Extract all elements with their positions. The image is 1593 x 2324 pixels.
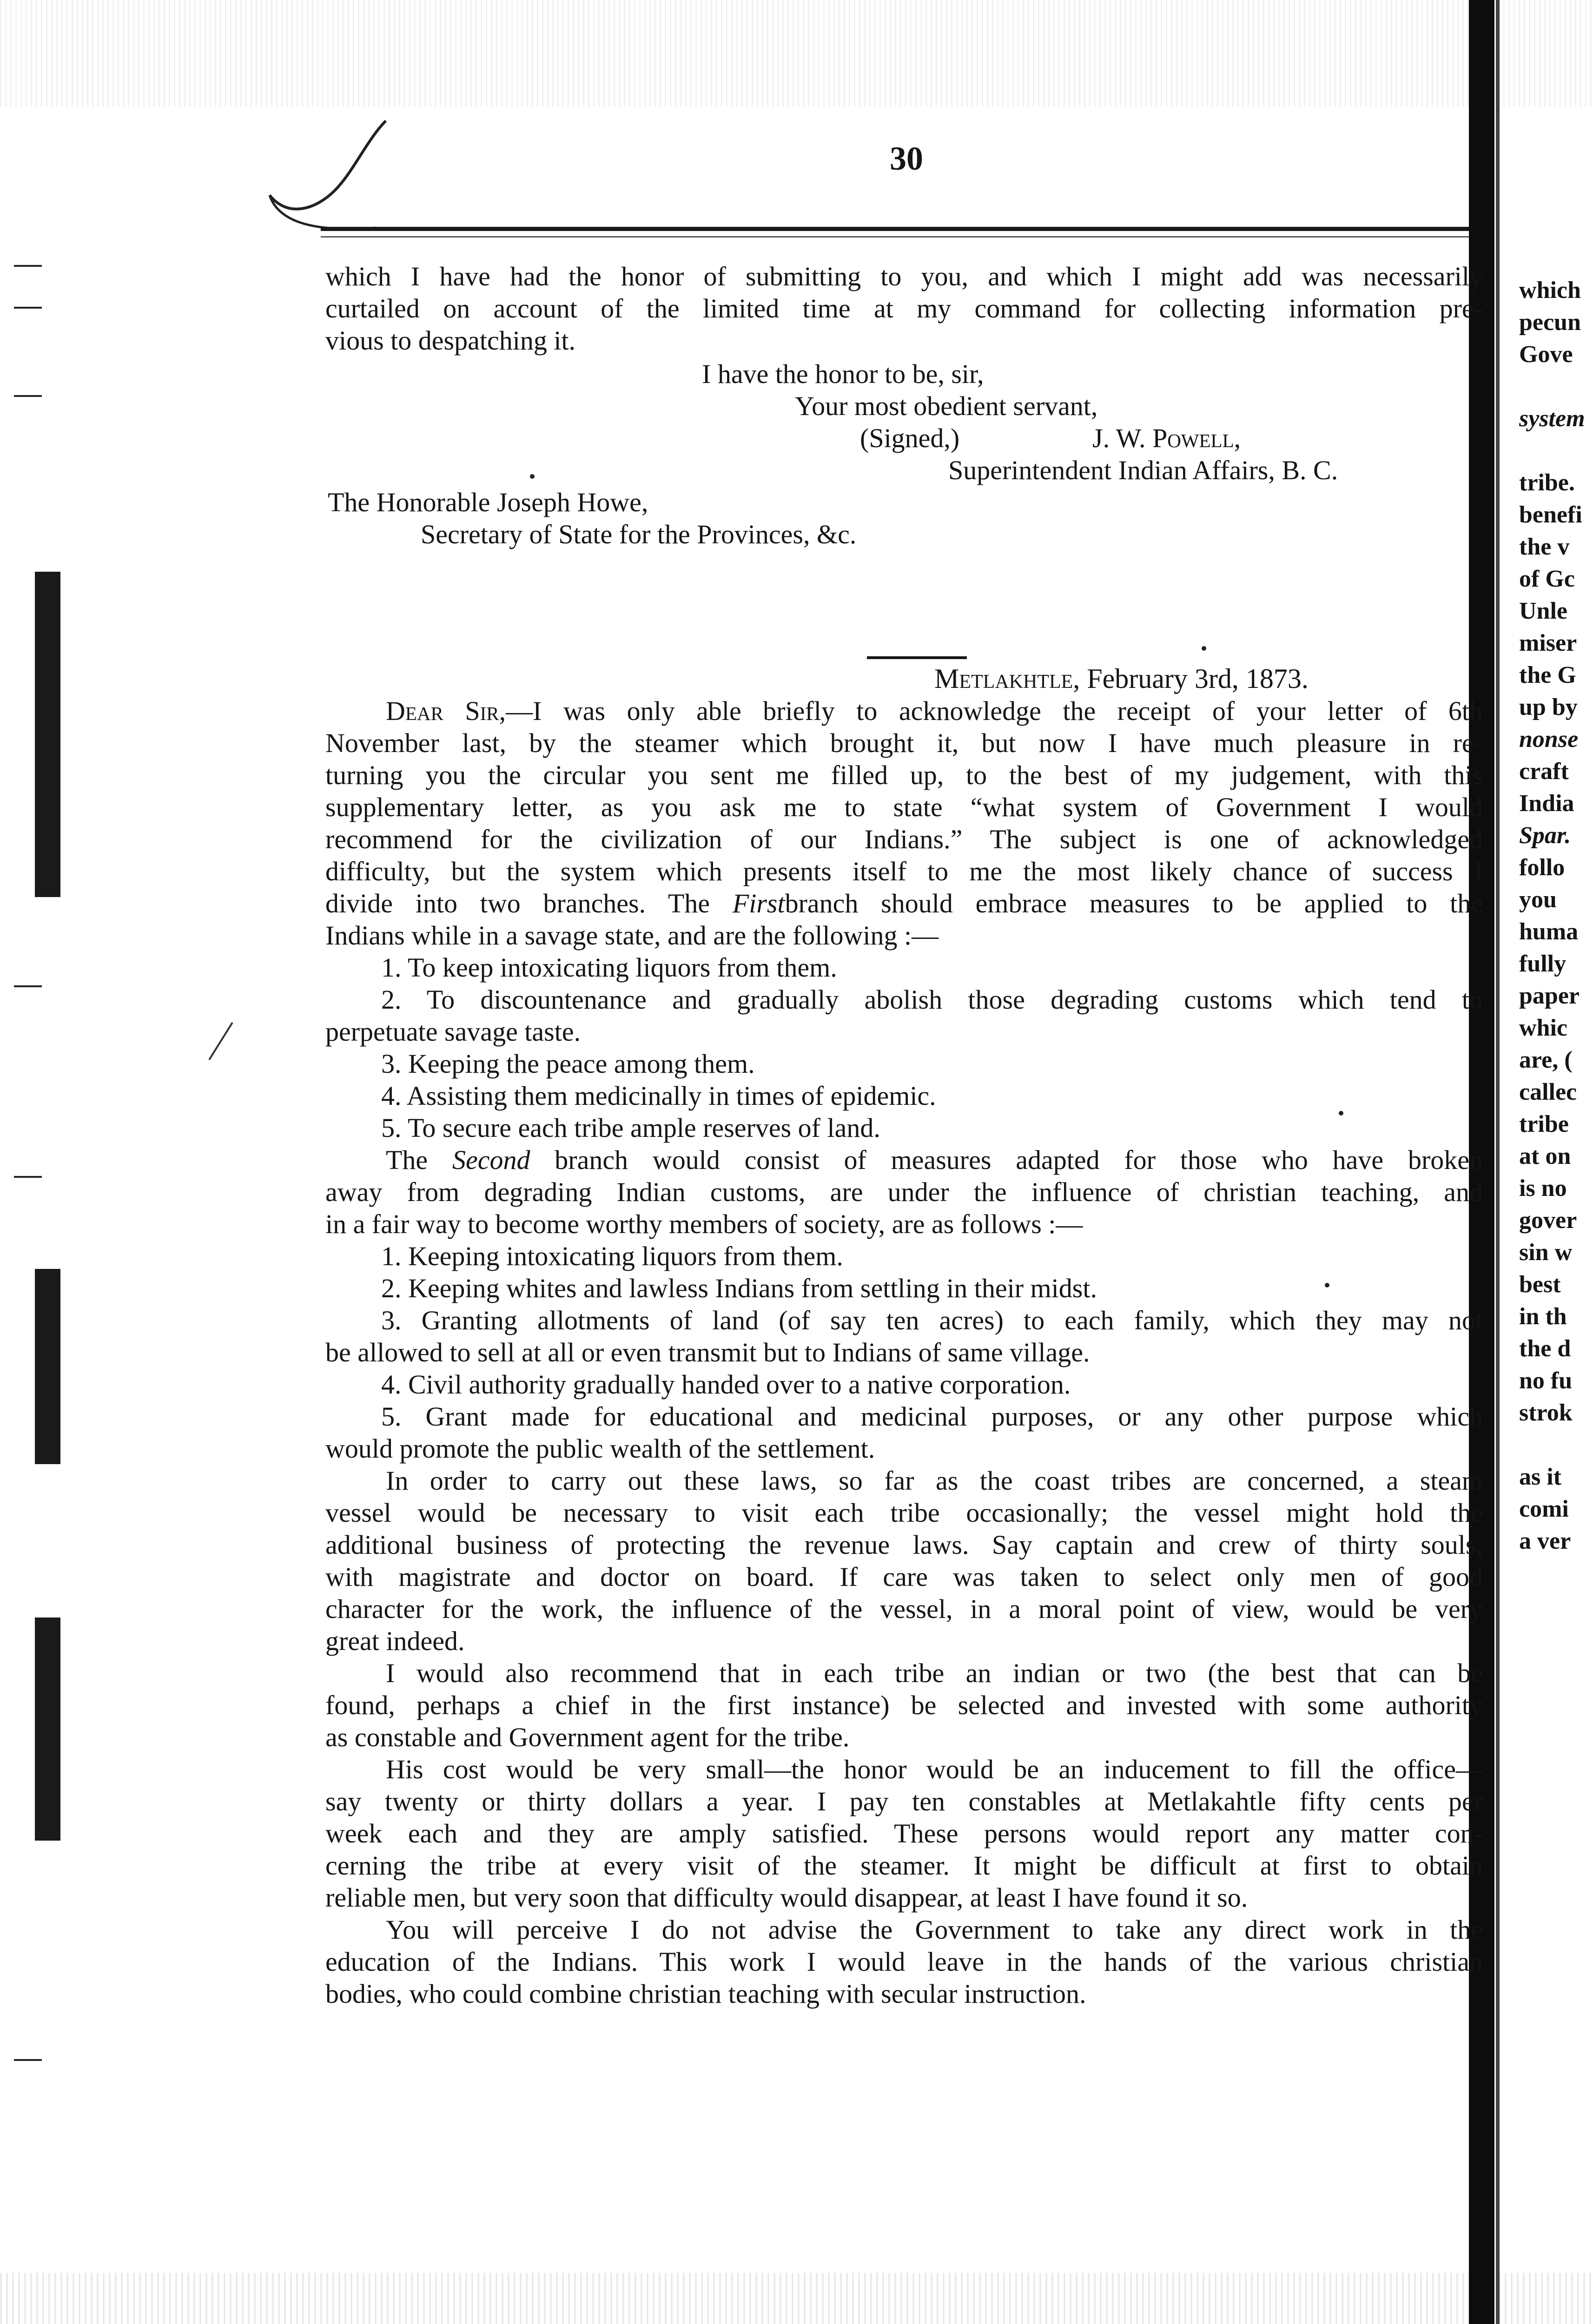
list-item: 2. Keeping whites and lawless Indians from settling in their midst. [381, 1273, 1097, 1303]
fragment-line: callec [1519, 1079, 1577, 1105]
edge-tick [14, 307, 42, 309]
text-span: branch should embrace measures to be applied to the [785, 888, 1483, 918]
text-line: away from degrading Indian customs, are under the influence of christian teaching, and [325, 1177, 1483, 1207]
opening-paragraph [325, 260, 1483, 357]
binding-edge [0, 107, 84, 2273]
fragment-line: tribe. [1519, 469, 1575, 496]
fragment-line: benefi [1519, 502, 1582, 528]
list-item-continued: be allowed to sell at all or even transmit but to Indians of same village. [325, 1337, 1090, 1367]
fragment-line: no fu [1519, 1367, 1573, 1394]
edge-tick [14, 395, 42, 397]
text-line: additional business of protecting the revenue laws. Say captain and crew of thirty souls, [325, 1530, 1483, 1560]
fragment-line: are, ( [1519, 1047, 1573, 1073]
fragment-line: tribe [1519, 1111, 1569, 1137]
fragment-line: in th [1519, 1303, 1567, 1330]
adjacent-page-fragments [1519, 274, 1593, 1557]
speck [1202, 646, 1206, 651]
edge-tick [14, 265, 42, 267]
fragment-line: best [1519, 1271, 1561, 1298]
text-line: His cost would be very small—the honor would be an inducement to fill the office— [386, 1754, 1483, 1784]
section-separator [867, 656, 967, 659]
fragment-line: is no [1519, 1175, 1567, 1202]
text-line: bodies, who could combine christian teaching with secular instruction. [325, 1979, 1086, 2009]
fragment-line: huma [1519, 918, 1579, 945]
fragment-line: Spar. [1519, 822, 1571, 849]
fragment-line: Gove [1519, 341, 1573, 368]
binding-shadow [35, 572, 60, 897]
addressee-name: The Honorable Joseph Howe, [328, 487, 648, 517]
list-item: 2. To discountenance and gradually abolish those degrading customs which tend to [381, 984, 1483, 1015]
text-span: The [386, 1145, 452, 1175]
text-line: say twenty or thirty dollars a year. I pay ten constables at Metlakahtle fifty cents per [325, 1786, 1483, 1816]
fragment-line: comi [1519, 1496, 1569, 1522]
speck [1339, 1111, 1343, 1116]
fragment-line: the d [1519, 1335, 1571, 1362]
letter-body [325, 695, 1483, 2010]
text-line [325, 695, 1483, 727]
salutation: Dear Sir, [386, 696, 506, 726]
binding-shadow [35, 1269, 60, 1464]
signatory-name: J. W. Powell, [1092, 423, 1241, 453]
signed-note: (Signed,) [860, 423, 960, 453]
scan-noise-bottom [0, 2273, 1593, 2324]
fragment-line: the v [1519, 534, 1570, 560]
emphasis-second: Second [452, 1145, 530, 1175]
fragment-line [1519, 1429, 1593, 1461]
fragment-line [1519, 435, 1593, 467]
dateline-date: February 3rd, 1873. [1087, 663, 1309, 694]
fragment-line: system [1519, 405, 1585, 432]
fragment-line: nonse [1519, 726, 1579, 753]
text-line: education of the Indians. This work I would leave in the hands of the various christian [325, 1947, 1483, 1977]
text-line [325, 887, 1483, 919]
text-line [325, 1144, 1483, 1176]
edge-tick [14, 2059, 42, 2061]
fragment-line [1519, 370, 1593, 403]
fragment-line: paper [1519, 983, 1580, 1009]
text-span: branch would consist of measures adapted for those who have broken [530, 1145, 1483, 1175]
text-line: curtailed on account of the limited time at my command for collecting information pre- [325, 293, 1483, 324]
dateline-place: Metlakhtle, [934, 663, 1080, 694]
addressee-office: Secretary of State for the Provinces, &c. [421, 519, 857, 549]
header-rule-thin [321, 236, 1469, 238]
page-gutter-edge [1496, 0, 1500, 2324]
list-item: 5. Grant made for educational and medicinal purposes, or any other purpose which [381, 1401, 1483, 1432]
text-line: character for the work, the influence of the vessel, in a moral point of view, would be very [325, 1594, 1483, 1624]
text-line: week each and they are amply satisfied. These persons would report any matter con- [325, 1818, 1483, 1849]
text-line: reliable men, but very soon that difficulty would disappear, at least I have found it so. [325, 1882, 1248, 1913]
fragment-line: follo [1519, 854, 1565, 881]
list-item: 5. To secure each tribe ample reserves of land. [381, 1113, 880, 1143]
text-line: great indeed. [325, 1626, 465, 1656]
edge-tick [14, 985, 42, 987]
text-line: difficulty, but the system which presents itself to me the most likely chance of success I [325, 856, 1483, 886]
header-rule [321, 227, 1469, 231]
text-line: turning you the circular you sent me filled up, to the best of my judgement, with this [325, 760, 1483, 790]
text-line: which I have had the honor of submitting to you, and which I might add was necessarily [325, 261, 1483, 291]
speck [1325, 1283, 1329, 1287]
text-line: as constable and Government agent for the tribe. [325, 1722, 850, 1752]
binding-shadow [35, 1618, 60, 1841]
fragment-line: Unle [1519, 598, 1567, 624]
text-line: found, perhaps a chief in the first instance) be selected and invested with some authority [325, 1690, 1483, 1720]
scan-noise-top [0, 0, 1593, 107]
fragment-line: up by [1519, 694, 1578, 720]
signatory-title: Superintendent Indian Affairs, B. C. [948, 455, 1338, 485]
edge-tick [14, 1176, 42, 1178]
fragment-line: fully [1519, 951, 1567, 977]
text-line: cerning the tribe at every visit of the steamer. It might be difficult at first to obtain [325, 1850, 1483, 1881]
list-item: 3. Granting allotments of land (of say ten acres) to each family, which they may not [381, 1305, 1483, 1335]
fragment-line: you [1519, 886, 1557, 913]
fragment-line: sin w [1519, 1239, 1573, 1266]
text-span: divide into two branches. The [325, 888, 733, 918]
text-line: In order to carry out these laws, so far as the coast tribes are concerned, a steam [386, 1466, 1483, 1496]
text-line: recommend for the civilization of our Indians.” The subject is one of acknowledged [325, 824, 1483, 854]
fragment-line: gover [1519, 1207, 1577, 1234]
list-item: 1. Keeping intoxicating liquors from them. [381, 1241, 843, 1271]
fragment-line: which [1519, 277, 1581, 304]
fragment-line: strok [1519, 1400, 1573, 1426]
margin-pencil-stroke [205, 1020, 237, 1062]
speck [530, 474, 535, 479]
fragment-line: India [1519, 790, 1574, 817]
list-item: 1. To keep intoxicating liquors from them. [381, 952, 837, 983]
text-line: vessel would be necessary to visit each tribe occasionally; the vessel might hold the [325, 1498, 1483, 1528]
list-item: 3. Keeping the peace among them. [381, 1049, 755, 1079]
text-line: in a fair way to become worthy members of society, are as follows :— [325, 1209, 1083, 1239]
text-line: You will perceive I do not advise the Government to take any direct work in the [386, 1915, 1483, 1945]
fragment-line: as it [1519, 1464, 1561, 1490]
text-span: —I was only able briefly to acknowledge the receipt of your letter of 6th [506, 696, 1483, 726]
fragment-line: the G [1519, 662, 1576, 688]
letter-dateline [934, 662, 1309, 695]
text-line: I would also recommend that in each tribe an indian or two (the best that can be [386, 1658, 1483, 1688]
fragment-line: craft [1519, 758, 1569, 785]
list-item: 4. Civil authority gradually handed over to a native corporation. [381, 1369, 1071, 1400]
fragment-line: whic [1519, 1015, 1567, 1041]
list-item-continued: perpetuate savage taste. [325, 1017, 581, 1047]
page-number: 30 [890, 140, 923, 177]
closing-servant: Your most obedient servant, [795, 391, 1098, 421]
closing-salutation: I have the honor to be, sir, [702, 359, 984, 389]
fragment-line: pecun [1519, 309, 1581, 336]
list-item: 4. Assisting them medicinally in times of epidemic. [381, 1081, 936, 1111]
fragment-line: a ver [1519, 1528, 1571, 1554]
fragment-line: miser [1519, 630, 1577, 656]
text-line: supplementary letter, as you ask me to state “what system of Government I would [325, 792, 1483, 822]
list-item-continued: would promote the public wealth of the settlement. [325, 1433, 875, 1464]
text-line: with magistrate and doctor on board. If care was taken to select only men of good [325, 1562, 1483, 1592]
fragment-line: at on [1519, 1143, 1571, 1169]
text-line: November last, by the steamer which brought it, but now I have much pleasure in re- [325, 728, 1483, 758]
fragment-line: of Gc [1519, 566, 1575, 592]
text-line: Indians while in a savage state, and are the following :— [325, 920, 939, 951]
text-line: vious to despatching it. [325, 325, 576, 356]
emphasis-first: First [732, 888, 785, 918]
